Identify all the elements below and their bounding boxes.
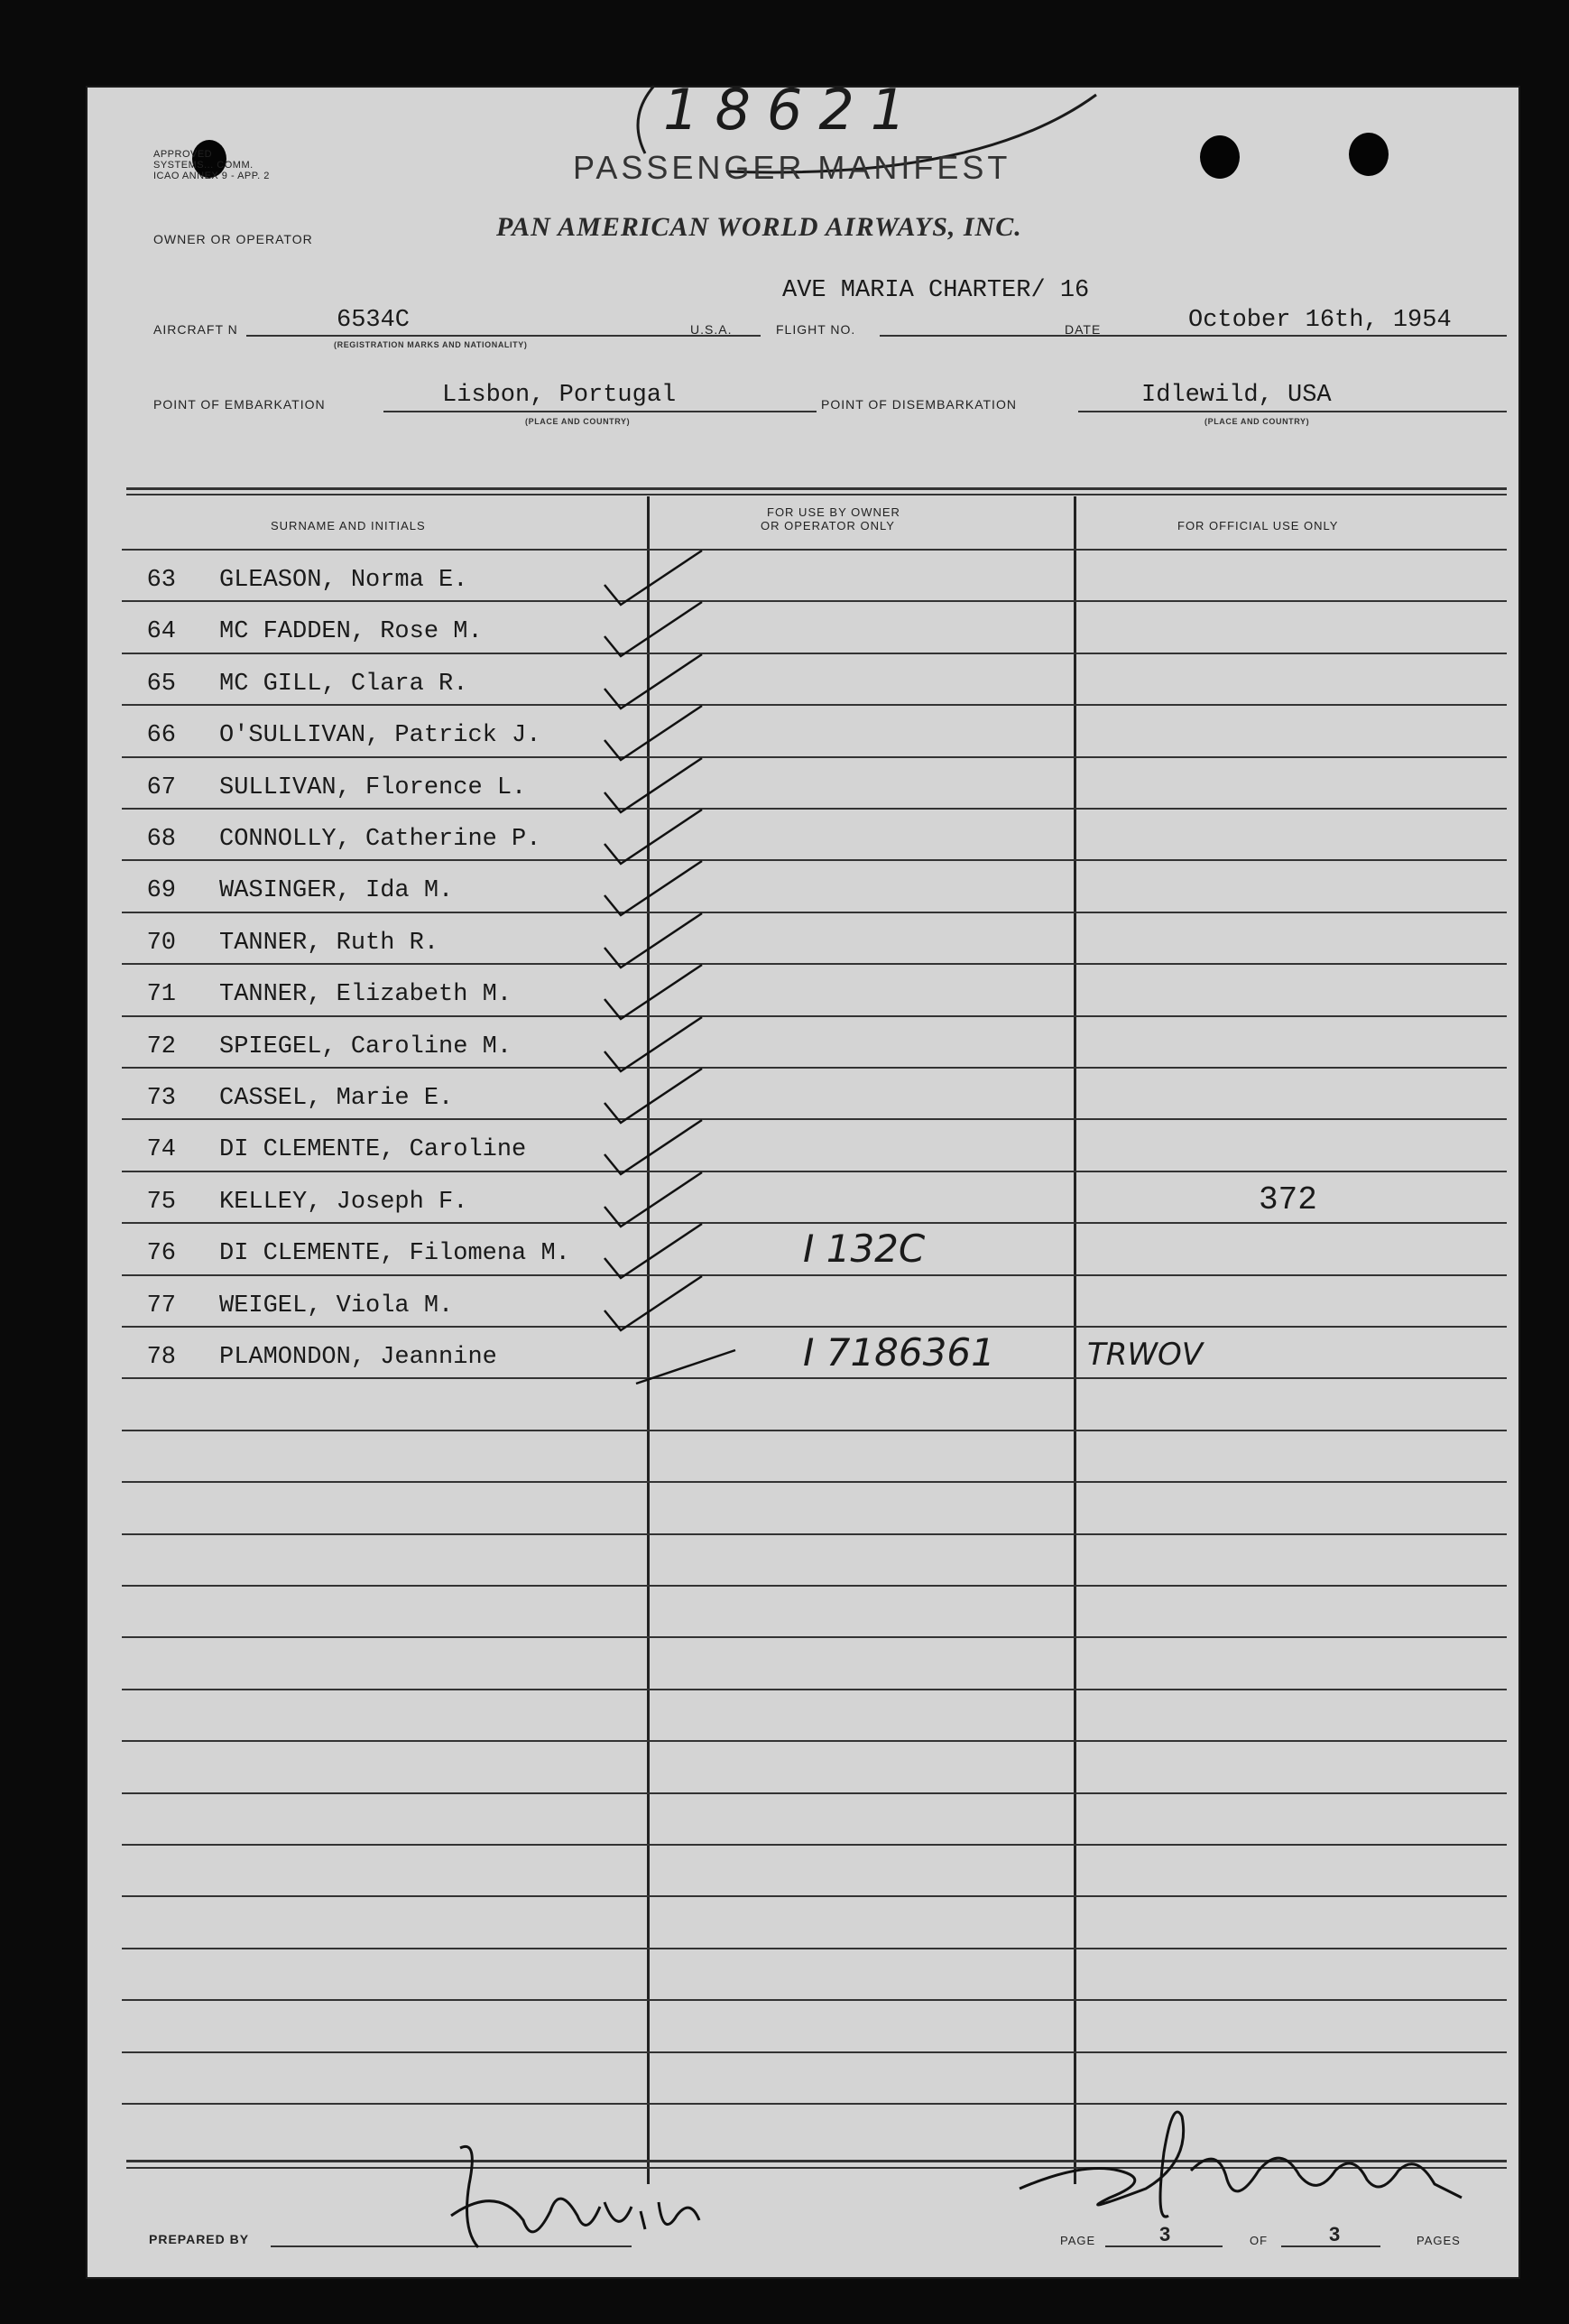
passenger-number: 75 <box>146 1189 176 1216</box>
passenger-number: 73 <box>146 1085 176 1112</box>
passenger-name: SPIEGEL, Caroline M. <box>219 1033 512 1060</box>
embarkation-underline <box>383 411 817 412</box>
aircraft-value: 6534C <box>337 307 411 334</box>
page-label: PAGE <box>1060 2234 1096 2247</box>
passenger-number: 76 <box>146 1240 176 1267</box>
disembarkation-caption: (PLACE AND COUNTRY) <box>1204 417 1310 426</box>
row-line <box>122 1792 1507 1794</box>
check-mark-icon <box>627 1319 744 1391</box>
official-note: 372 <box>1259 1181 1317 1218</box>
date-label: DATE <box>1065 322 1102 337</box>
prepared-by-label: PREPARED BY <box>149 2232 250 2246</box>
disembarkation-label: POINT OF DISEMBARKATION <box>821 397 1017 412</box>
row-line <box>122 1067 1507 1069</box>
total-pages: 3 <box>1329 2223 1342 2245</box>
passenger-name: MC GILL, Clara R. <box>219 671 468 698</box>
row-line <box>122 963 1507 965</box>
column-official: FOR OFFICIAL USE ONLY <box>1177 519 1339 532</box>
row-line <box>122 808 1507 810</box>
passenger-number: 77 <box>146 1292 176 1319</box>
passenger-name: PLAMONDON, Jeannine <box>219 1344 497 1371</box>
row-line <box>122 1377 1507 1379</box>
flight-charter: AVE MARIA CHARTER/ 16 <box>782 277 1090 304</box>
disembarkation-value: Idlewild, USA <box>1141 382 1332 409</box>
row-line <box>122 859 1507 861</box>
disembarkation-underline <box>1078 411 1507 412</box>
row-line <box>122 549 1507 551</box>
aircraft-label: AIRCRAFT N <box>153 322 238 337</box>
passenger-name: TANNER, Ruth R. <box>219 930 439 957</box>
passenger-name: DI CLEMENTE, Filomena M. <box>219 1240 570 1267</box>
page-title: PASSENGER MANIFEST <box>573 149 1011 186</box>
passenger-name: TANNER, Elizabeth M. <box>219 981 512 1008</box>
passenger-number: 69 <box>146 877 176 904</box>
official-signature <box>1011 2080 1480 2234</box>
page-number: 3 <box>1159 2223 1172 2245</box>
embarkation-value: Lisbon, Portugal <box>442 382 677 409</box>
flight-underline <box>880 335 1150 337</box>
row-line <box>122 1740 1507 1742</box>
row-line <box>122 1844 1507 1846</box>
column-surname: SURNAME AND INITIALS <box>271 519 426 532</box>
passenger-number: 74 <box>146 1136 176 1163</box>
passenger-number: 66 <box>146 722 176 749</box>
row-line <box>122 1948 1507 1949</box>
table-top-rule <box>126 487 1507 490</box>
pages-label: PAGES <box>1417 2234 1461 2247</box>
passenger-number: 63 <box>146 567 176 594</box>
preparer-signature <box>442 2130 731 2265</box>
flight-label: FLIGHT NO. <box>776 322 856 337</box>
row-line <box>122 1533 1507 1535</box>
country-label: U.S.A. <box>690 322 733 337</box>
row-line <box>122 1326 1507 1328</box>
row-line <box>122 653 1507 654</box>
approval-line-3: ICAO ANNEX 9 - APP. 2 <box>153 171 270 181</box>
row-line <box>122 756 1507 758</box>
row-line <box>122 1481 1507 1483</box>
operator-name: PAN AMERICAN WORLD AIRWAYS, INC. <box>496 212 1022 242</box>
row-line <box>122 1689 1507 1690</box>
date-value: October 16th, 1954 <box>1188 307 1452 334</box>
owner-note: I 132C <box>803 1227 926 1271</box>
date-underline <box>1119 335 1507 337</box>
approval-line-1: APPROVED <box>153 149 213 160</box>
passenger-number: 70 <box>146 930 176 957</box>
official-note: TRWOV <box>1087 1337 1204 1373</box>
passenger-name: KELLEY, Joseph F. <box>219 1189 468 1216</box>
passenger-number: 65 <box>146 671 176 698</box>
row-line <box>122 1171 1507 1172</box>
passenger-number: 71 <box>146 981 176 1008</box>
column-owner-use-1: FOR USE BY OWNER <box>767 505 900 519</box>
column-owner-use-2: OR OPERATOR ONLY <box>761 519 895 532</box>
row-line <box>122 1118 1507 1120</box>
passenger-name: CASSEL, Marie E. <box>219 1085 454 1112</box>
row-line <box>122 1636 1507 1638</box>
column-divider-2 <box>1074 496 1076 2184</box>
row-line <box>122 1585 1507 1587</box>
row-line <box>122 1895 1507 1897</box>
passenger-name: DI CLEMENTE, Caroline <box>219 1136 527 1163</box>
passenger-number: 67 <box>146 774 176 801</box>
punch-hole <box>1200 135 1240 179</box>
passenger-number: 68 <box>146 826 176 853</box>
owner-label: OWNER OR OPERATOR <box>153 232 313 246</box>
row-line <box>122 600 1507 602</box>
row-line <box>122 1015 1507 1017</box>
passenger-name: GLEASON, Norma E. <box>219 567 468 594</box>
row-line <box>122 912 1507 913</box>
passenger-name: O'SULLIVAN, Patrick J. <box>219 722 541 749</box>
row-line <box>122 1274 1507 1276</box>
punch-hole <box>1349 133 1389 176</box>
passenger-name: SULLIVAN, Florence L. <box>219 774 527 801</box>
passenger-number: 72 <box>146 1033 176 1060</box>
embarkation-label: POINT OF EMBARKATION <box>153 397 326 412</box>
passenger-name: WEIGEL, Viola M. <box>219 1292 454 1319</box>
aircraft-caption: (REGISTRATION MARKS AND NATIONALITY) <box>334 340 528 349</box>
handwritten-reference-number: 18621 <box>663 77 923 143</box>
aircraft-underline <box>246 335 761 337</box>
approval-text <box>153 149 270 181</box>
passenger-name: CONNOLLY, Catherine P. <box>219 826 541 853</box>
row-line <box>122 704 1507 706</box>
passenger-name: WASINGER, Ida M. <box>219 877 454 904</box>
passenger-number: 64 <box>146 618 176 645</box>
passenger-name: MC FADDEN, Rose M. <box>219 618 483 645</box>
embarkation-caption: (PLACE AND COUNTRY) <box>525 417 631 426</box>
passenger-number: 78 <box>146 1344 176 1371</box>
manifest-sheet <box>86 77 1520 2279</box>
owner-note: I 7186361 <box>803 1330 995 1375</box>
of-label: OF <box>1250 2234 1269 2247</box>
row-line <box>122 1430 1507 1431</box>
table-top-rule-2 <box>126 494 1507 495</box>
row-line <box>122 1222 1507 1224</box>
approval-line-2: SYSTEMS... COMM. <box>153 160 254 171</box>
row-line <box>122 2051 1507 2053</box>
row-line <box>122 1999 1507 2001</box>
